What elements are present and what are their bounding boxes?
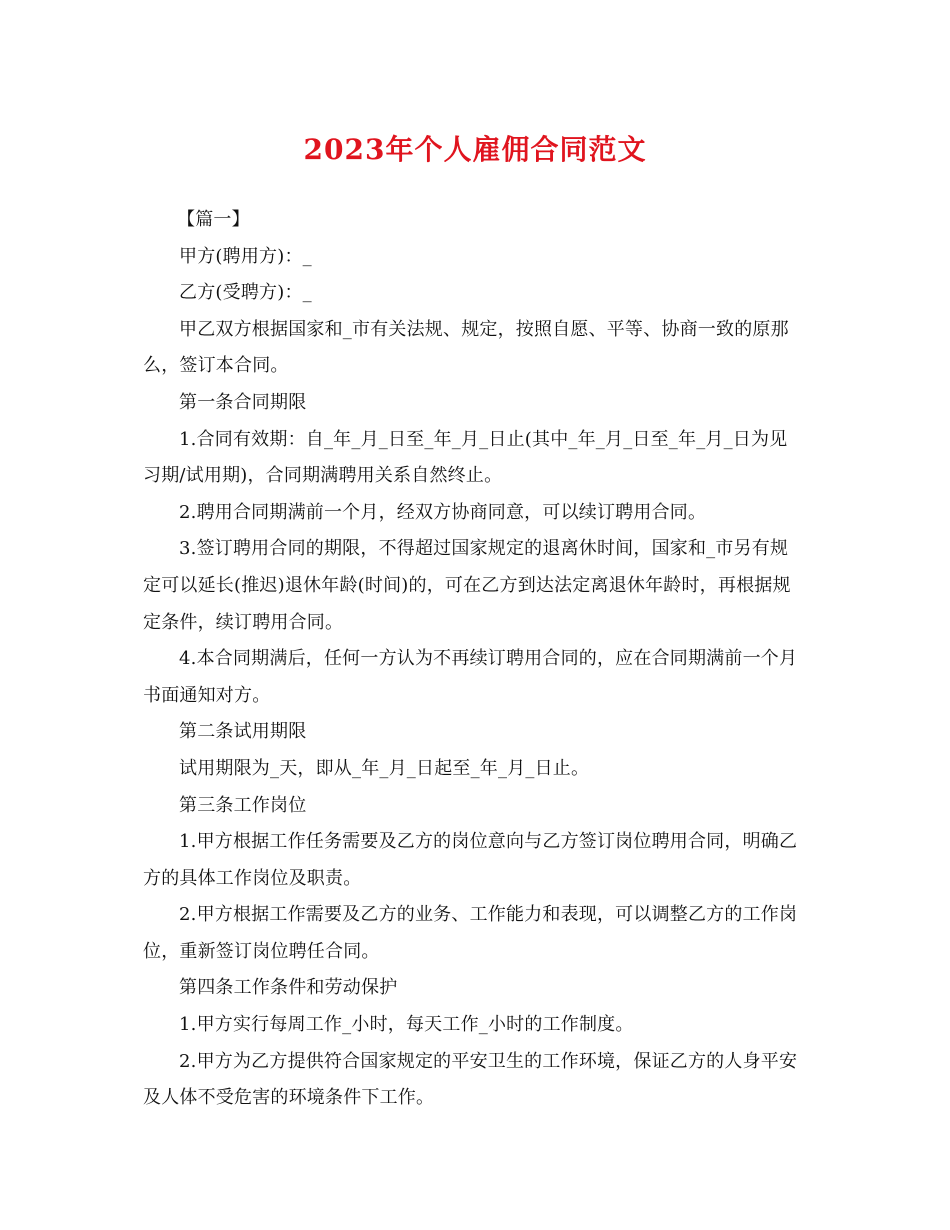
heading-article-4: 第四条工作条件和劳动保护 — [179, 977, 398, 999]
heading-article-3: 第三条工作岗位 — [179, 794, 307, 816]
paragraph-party-a: 甲方(聘用方)：_ — [179, 245, 312, 267]
paragraph-article-4-item-1: 1.甲方实行每周工作_小时，每天工作_小时的工作制度。 — [179, 1014, 634, 1036]
paragraph-article-1-item-2: 2.聘用合同期满前一个月，经双方协商同意，可以续订聘用合同。 — [179, 501, 707, 523]
heading-article-2: 第二条试用期限 — [179, 721, 307, 743]
document-title: 2023年个人雇佣合同范文 — [303, 133, 647, 166]
paragraph-article-3-item-1: 1.甲方根据工作任务需要及乙方的岗位意向与乙方签订岗位聘用合同，明确乙方的具体工作岗位及职责。 — [143, 831, 798, 889]
paragraph-article-4-item-2: 2.甲方为乙方提供符合国家规定的平安卫生的工作环境，保证乙方的人身平安及人体不受危害的环境条件下工作。 — [143, 1050, 798, 1109]
heading-article-1: 第一条合同期限 — [179, 391, 307, 413]
paragraph-article-1-item-1: 1.合同有效期：自_年_月_日至_年_月_日止(其中_年_月_日至_年_月_日为见习期/试用期)，合同期满聘用关系自然终止。 — [143, 428, 788, 487]
paragraph-section-label: 【篇一】 — [177, 209, 250, 230]
paragraph-article-2-body: 试用期限为_天，即从_年_月_日起至_年_月_日止。 — [179, 757, 590, 779]
paragraph-party-b: 乙方(受聘方)：_ — [179, 282, 312, 304]
paragraph-article-1-item-3: 3.签订聘用合同的期限，不得超过国家规定的退离休时间，国家和_市另有规定可以延长(推迟)退休年龄(时间)的，可在乙方到达法定离退休年龄时，再根据规定条件，续订聘用合同。 — [143, 538, 791, 633]
paragraph-preamble: 甲乙双方根据国家和_市有关法规、规定，按照自愿、平等、协商一致的原那么，签订本合同。 — [143, 318, 789, 377]
document-body — [143, 202, 803, 1117]
paragraph-article-3-item-2: 2.甲方根据工作需要及乙方的业务、工作能力和表现，可以调整乙方的工作岗位，重新签订岗位聘任合同。 — [143, 904, 798, 962]
paragraph-article-1-item-4: 4.本合同期满后，任何一方认为不再续订聘用合同的，应在合同期满前一个月书面通知对方。 — [143, 648, 798, 706]
